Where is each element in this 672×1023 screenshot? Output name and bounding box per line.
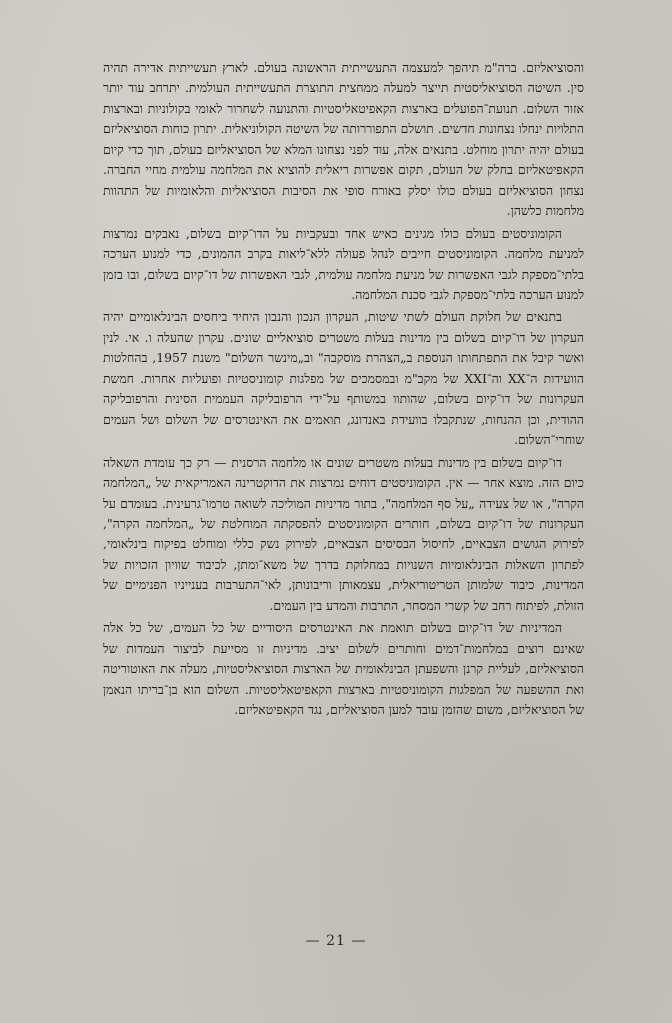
paragraph-4: דו־קיום בשלום בין מדינות בעלות משטרים שונים או מלחמה הרסנית — רק כך עומדת השאלה כיום הזה. מוצא אחר — אין. הקומוניסטים דוחים נמרצות את הדוקטרינה האמריקאית של „המלחמה הקרה", או של צעידה „על סף המלחמה", בתור מדיניות המוליכה לשואה טרמו־גרעינית. בעומדם על העקרונות של דו־קיום בשלום, חותרים הקומוניסטים להפסקתה המוחלטת של „המלחמה הקרה", לפירוק הגושים הצבאיים, לחיסול הבסיסים הצבאיים, לפירוק נשק כללי ומוחלט בפיקוח בינלאומי, לפתרון השאלות הבינלאומיות השנויות במחלוקת בדרך של משא־ומתן, לכיבוד שוויון הזכויות של המדינות, כיבוד שלמותן הטריטוריאלית, עצמאותן וריבונותן, לאי־התערבות בענייניו הפנימיים של הזולת, לפיתוח רחב של קשרי המסחר, התרבות והמדע בין העמים. [103,454,584,613]
paragraph-1: והסוציאליזם. ברה"מ תיהפך למעצמה התעשייתית הראשונה בעולם. לארץ תעשייתית אדירה תהיה סין. השיטה הסוציאליסטית תייצר למעלה ממחצית התוצרת התעשייתית העולמית. יתרחב עוד יותר אזור השלום. תנועת־הפועלים בארצות הקאפיטאליסטיות והתנועה לשחרור לאומי בקולוניות ובארצות התלויות ינחלו נצחונות חדשים. תושלם התפוררותה של השיטה הקולוניאלית. יתרון כוחות הסוציאליזם בעולם יהיה יתרון מוחלט. בתנאים אלה, עוד לפני נצחונו המלא של הסוציאליזם בעולם, תוך כדי קיום הקאפיטאליזם בחלק של העולם, תקום אפשרות ריאלית להוציא את המלחמה עולמית מחיי החברה. נצחון הסוציאליזם בעולם כולו יסלק באורח סופי את הסיבות הסוציאליות והלאומיות של התהוות מלחמות כלשהן. [103,60,584,219]
paragraph-2: הקומוניסטים בעולם כולו מגינים כאיש אחד ובעקביות על הדו־קיום בשלום, נאבקים נמרצות למניעת מלחמה. הקומוניסטים חייבים לנהל פעולה ללא־ליאות בקרב ההמונים, כדי למנוע הערכה בלתי־מספקת לגבי האפשרות של מניעת מלחמה עולמית, לגבי האפשרות של דו־קיום בשלום, ובו בזמן למנוע הערכה בלתי־מספקת לגבי סכנת המלחמה. [103,225,584,302]
paragraph-3: בתנאים של חלוקת העולם לשתי שיטות, העקרון הנכון והנבון היחיד ביחסים הבינלאומיים יהיה העקרון של דו־קיום בשלום בין מדינות בעלות משטרים סוציאליים שונים. עקרון שהעלה ו. אי. לנין ואשר קיבל את התפתחותו הנוספת ב„הצהרת מוסקבה" וב„מינשר השלום" משנת 1957, בהחלטות הוועידות ה־XX וה־XXI של מקב"מ ובמסמכים של מפלגות קומוניסטיות ופועליות אחרות. חמשת העקרונות של דו־קיום בשלום, שהותוו במשותף על־ידי הרפובליקה העממית הסינית והרפובליקה ההודית, וכן ההנחות, שנתקבלו בוועידת באנדונג, תואמים את האינטרסים של השלום ושל העמים שוחרי־השלום. [103,309,584,448]
paragraph-5: המדיניות של דו־קיום בשלום תואמת את האינטרסים היסודיים של כל העמים, של כל אלה שאינם רוצים במלחמות־דמים וחותרים לשלום יציב. מדיניות זו מסייעת לביצור העמדות של הסוציאליזם, לעליית קרנן והשפעתן הבינלאומית של הארצות הסוציאליסטיות, מעלה את האוטוריטה ואת ההשפעה של המפלגות הקומוניסטיות בארצות הקאפיטאליסטיות. השלום הוא בן־בריתו הנאמן של הסוציאליזם, משום שהזמן עובד למען הסוציאליזם, נגד הקאפיטאליזם. [103,620,584,718]
body-text [103,58,584,723]
page-number: — 21 — [305,933,367,949]
